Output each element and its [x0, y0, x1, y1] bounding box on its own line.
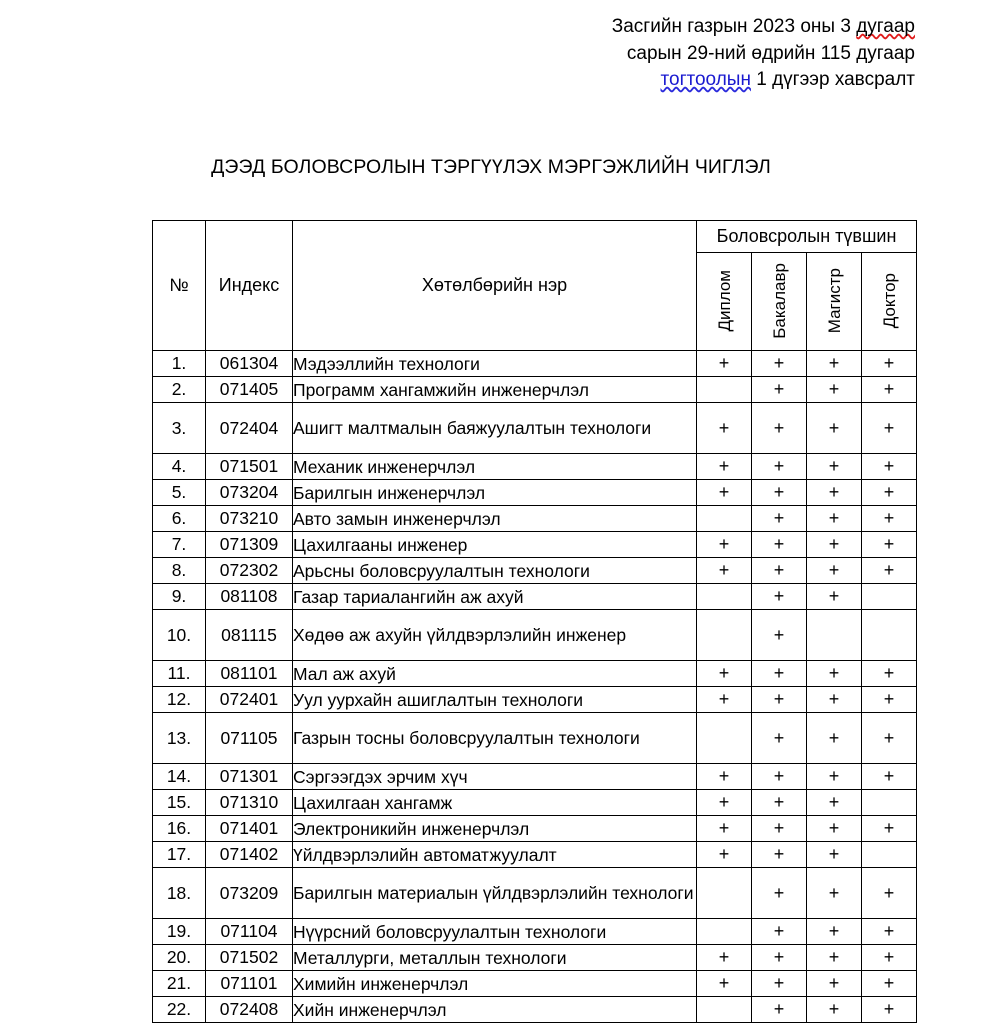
cell-program-index: 071309: [206, 532, 293, 558]
level-doctor-label: Доктор: [879, 273, 899, 329]
cell-level-doctor: +: [862, 532, 917, 558]
cell-level-doctor: +: [862, 351, 917, 377]
document-header-line-1: [355, 14, 915, 41]
cell-level-bachelor: +: [752, 377, 807, 403]
cell-program-name: Үйлдвэрлэлийн автоматжуулалт: [293, 842, 697, 868]
cell-program-name: Электроникийн инженерчлэл: [293, 816, 697, 842]
cell-level-doctor: [862, 610, 917, 661]
column-header-number: №: [153, 221, 206, 351]
cell-level-diploma: +: [697, 790, 752, 816]
cell-row-number: 14.: [153, 764, 206, 790]
cell-level-master: +: [807, 997, 862, 1023]
cell-level-master: +: [807, 919, 862, 945]
cell-level-doctor: +: [862, 661, 917, 687]
table-row: [153, 816, 917, 842]
cell-level-diploma: +: [697, 351, 752, 377]
cell-program-index: 071401: [206, 816, 293, 842]
column-header-program-name: Хөтөлбөрийн нэр: [293, 221, 697, 351]
table-row: [153, 403, 917, 454]
cell-level-master: +: [807, 713, 862, 764]
cell-level-master: +: [807, 687, 862, 713]
table-row: [153, 532, 917, 558]
header-line-3-plain: 1 дүгээр хавсралт: [750, 69, 915, 90]
cell-program-name: Барилгын инженерчлэл: [293, 480, 697, 506]
cell-program-name: Мал аж ахуй: [293, 661, 697, 687]
cell-level-master: +: [807, 971, 862, 997]
table-row: [153, 997, 917, 1023]
cell-level-bachelor: +: [752, 584, 807, 610]
cell-level-diploma: +: [697, 480, 752, 506]
header-line-1-misspelled-word: дугаар: [856, 16, 915, 37]
cell-program-name: Химийн инженерчлэл: [293, 971, 697, 997]
cell-level-master: +: [807, 661, 862, 687]
cell-level-diploma: +: [697, 454, 752, 480]
header-line-3-flagged-word: тогтоолын: [660, 69, 751, 90]
cell-level-master: +: [807, 558, 862, 584]
table-row: [153, 945, 917, 971]
cell-level-bachelor: +: [752, 919, 807, 945]
cell-level-doctor: +: [862, 403, 917, 454]
column-header-level-master: [807, 253, 862, 351]
table-row: [153, 377, 917, 403]
cell-program-index: 071501: [206, 454, 293, 480]
cell-row-number: 6.: [153, 506, 206, 532]
cell-level-bachelor: +: [752, 945, 807, 971]
cell-program-index: 061304: [206, 351, 293, 377]
document-header-line-3: [355, 67, 915, 94]
cell-level-bachelor: +: [752, 506, 807, 532]
cell-row-number: 15.: [153, 790, 206, 816]
cell-level-doctor: +: [862, 997, 917, 1023]
cell-level-master: +: [807, 377, 862, 403]
table-row: [153, 480, 917, 506]
cell-level-doctor: +: [862, 377, 917, 403]
cell-row-number: 4.: [153, 454, 206, 480]
cell-level-bachelor: +: [752, 661, 807, 687]
cell-level-diploma: +: [697, 687, 752, 713]
cell-level-bachelor: +: [752, 997, 807, 1023]
cell-row-number: 8.: [153, 558, 206, 584]
table-row: [153, 454, 917, 480]
cell-level-diploma: +: [697, 661, 752, 687]
cell-level-doctor: +: [862, 713, 917, 764]
cell-program-index: 071502: [206, 945, 293, 971]
cell-program-name: Газар тариалангийн аж ахуй: [293, 584, 697, 610]
cell-program-index: 071301: [206, 764, 293, 790]
cell-level-diploma: [697, 868, 752, 919]
cell-level-bachelor: +: [752, 790, 807, 816]
table-row: [153, 351, 917, 377]
cell-level-diploma: +: [697, 816, 752, 842]
cell-row-number: 20.: [153, 945, 206, 971]
cell-level-doctor: +: [862, 687, 917, 713]
level-bachelor-label: Бакалавр: [769, 263, 789, 339]
level-master-label: Магистр: [824, 268, 844, 334]
cell-program-name: Хийн инженерчлэл: [293, 997, 697, 1023]
cell-level-doctor: +: [862, 868, 917, 919]
cell-level-bachelor: +: [752, 687, 807, 713]
cell-level-doctor: +: [862, 816, 917, 842]
cell-row-number: 1.: [153, 351, 206, 377]
cell-program-index: 073204: [206, 480, 293, 506]
column-header-level-doctor: [862, 253, 917, 351]
cell-level-diploma: +: [697, 842, 752, 868]
table-row: [153, 790, 917, 816]
cell-program-name: Нүүрсний боловсруулалтын технологи: [293, 919, 697, 945]
cell-row-number: 12.: [153, 687, 206, 713]
programs-table-container: [152, 220, 916, 1023]
cell-level-diploma: [697, 377, 752, 403]
cell-level-bachelor: +: [752, 351, 807, 377]
table-body: [153, 351, 917, 1023]
cell-level-doctor: +: [862, 558, 917, 584]
table-row: [153, 558, 917, 584]
cell-program-name: Уул уурхайн ашиглалтын технологи: [293, 687, 697, 713]
cell-level-master: +: [807, 790, 862, 816]
programs-table: [152, 220, 917, 1023]
cell-program-name: Металлурги, металлын технологи: [293, 945, 697, 971]
cell-level-diploma: +: [697, 971, 752, 997]
cell-level-doctor: [862, 842, 917, 868]
table-row: [153, 868, 917, 919]
cell-level-doctor: +: [862, 919, 917, 945]
cell-program-name: Механик инженерчлэл: [293, 454, 697, 480]
cell-program-index: 081108: [206, 584, 293, 610]
cell-row-number: 9.: [153, 584, 206, 610]
cell-level-bachelor: +: [752, 816, 807, 842]
cell-level-bachelor: +: [752, 403, 807, 454]
cell-program-name: Мэдээллийн технологи: [293, 351, 697, 377]
level-diploma-label: Диплом: [714, 270, 734, 332]
cell-program-index: 072401: [206, 687, 293, 713]
cell-level-bachelor: +: [752, 532, 807, 558]
cell-program-index: 072408: [206, 997, 293, 1023]
cell-level-bachelor: +: [752, 713, 807, 764]
cell-level-master: +: [807, 480, 862, 506]
cell-program-index: 071101: [206, 971, 293, 997]
cell-row-number: 22.: [153, 997, 206, 1023]
cell-program-index: 073210: [206, 506, 293, 532]
cell-row-number: 21.: [153, 971, 206, 997]
cell-level-doctor: +: [862, 945, 917, 971]
cell-level-bachelor: +: [752, 558, 807, 584]
table-row: [153, 842, 917, 868]
cell-level-master: +: [807, 351, 862, 377]
cell-level-diploma: [697, 997, 752, 1023]
cell-level-master: +: [807, 403, 862, 454]
table-row: [153, 506, 917, 532]
cell-program-index: 071105: [206, 713, 293, 764]
cell-row-number: 13.: [153, 713, 206, 764]
header-line-1-plain: Засгийн газрын 2023 оны 3: [611, 16, 857, 37]
cell-level-master: +: [807, 868, 862, 919]
cell-level-doctor: [862, 790, 917, 816]
cell-level-diploma: [697, 919, 752, 945]
cell-level-bachelor: +: [752, 610, 807, 661]
cell-level-master: +: [807, 945, 862, 971]
cell-program-name: Арьсны боловсруулалтын технологи: [293, 558, 697, 584]
cell-program-name: Цахилгааны инженер: [293, 532, 697, 558]
cell-program-index: 071402: [206, 842, 293, 868]
cell-program-name: Сэргээгдэх эрчим хүч: [293, 764, 697, 790]
cell-row-number: 5.: [153, 480, 206, 506]
cell-row-number: 11.: [153, 661, 206, 687]
column-header-level-bachelor: [752, 253, 807, 351]
cell-program-index: 072302: [206, 558, 293, 584]
cell-program-name: Цахилгаан хангамж: [293, 790, 697, 816]
cell-row-number: 10.: [153, 610, 206, 661]
cell-row-number: 17.: [153, 842, 206, 868]
cell-level-doctor: +: [862, 480, 917, 506]
cell-level-diploma: [697, 610, 752, 661]
cell-program-index: 071104: [206, 919, 293, 945]
table-row: [153, 764, 917, 790]
table-row: [153, 687, 917, 713]
cell-level-diploma: +: [697, 403, 752, 454]
cell-program-name: Хөдөө аж ахуйн үйлдвэрлэлийн инженер: [293, 610, 697, 661]
cell-level-diploma: [697, 584, 752, 610]
cell-level-master: [807, 610, 862, 661]
column-header-index: Индекс: [206, 221, 293, 351]
cell-row-number: 19.: [153, 919, 206, 945]
cell-level-diploma: [697, 713, 752, 764]
cell-level-bachelor: +: [752, 971, 807, 997]
cell-row-number: 7.: [153, 532, 206, 558]
cell-level-bachelor: +: [752, 764, 807, 790]
table-row: [153, 610, 917, 661]
cell-level-master: +: [807, 816, 862, 842]
table-row: [153, 584, 917, 610]
document-header-line-2: сарын 29-ний өдрийн 115 дугаар: [626, 42, 915, 64]
cell-program-index: 071310: [206, 790, 293, 816]
table-row: [153, 919, 917, 945]
cell-row-number: 18.: [153, 868, 206, 919]
cell-level-diploma: +: [697, 532, 752, 558]
cell-level-master: +: [807, 764, 862, 790]
cell-level-master: +: [807, 454, 862, 480]
table-row: [153, 713, 917, 764]
cell-row-number: 16.: [153, 816, 206, 842]
table-header: [153, 221, 917, 351]
table-row: [153, 971, 917, 997]
cell-level-doctor: +: [862, 506, 917, 532]
column-header-level-diploma: [697, 253, 752, 351]
column-header-education-level-group: Боловсролын түвшин: [697, 221, 917, 253]
table-header-row-top: [153, 221, 917, 253]
cell-level-bachelor: +: [752, 454, 807, 480]
cell-level-master: +: [807, 506, 862, 532]
cell-level-diploma: +: [697, 558, 752, 584]
cell-level-diploma: [697, 506, 752, 532]
cell-program-name: Барилгын материалын үйлдвэрлэлийн технологи: [293, 868, 697, 919]
cell-level-master: +: [807, 842, 862, 868]
cell-level-doctor: [862, 584, 917, 610]
cell-program-index: 073209: [206, 868, 293, 919]
cell-program-name: Авто замын инженерчлэл: [293, 506, 697, 532]
document-header-block: [355, 14, 915, 94]
cell-level-master: +: [807, 584, 862, 610]
cell-level-diploma: +: [697, 945, 752, 971]
cell-row-number: 3.: [153, 403, 206, 454]
cell-level-bachelor: +: [752, 480, 807, 506]
cell-level-diploma: +: [697, 764, 752, 790]
cell-program-name: Ашигт малтмалын баяжуулалтын технологи: [293, 403, 697, 454]
cell-program-index: 081115: [206, 610, 293, 661]
cell-program-index: 081101: [206, 661, 293, 687]
cell-row-number: 2.: [153, 377, 206, 403]
cell-level-doctor: +: [862, 454, 917, 480]
cell-program-index: 071405: [206, 377, 293, 403]
cell-level-bachelor: +: [752, 868, 807, 919]
cell-level-master: +: [807, 532, 862, 558]
cell-level-doctor: +: [862, 971, 917, 997]
cell-program-name: Газрын тосны боловсруулалтын технологи: [293, 713, 697, 764]
cell-level-doctor: +: [862, 764, 917, 790]
cell-level-bachelor: +: [752, 842, 807, 868]
cell-program-index: 072404: [206, 403, 293, 454]
cell-program-name: Программ хангамжийн инженерчлэл: [293, 377, 697, 403]
table-row: [153, 661, 917, 687]
page-title: ДЭЭД БОЛОВСРОЛЫН ТЭРГҮҮЛЭХ МЭРГЭЖЛИЙН ЧИГЛЭЛ: [211, 156, 771, 178]
